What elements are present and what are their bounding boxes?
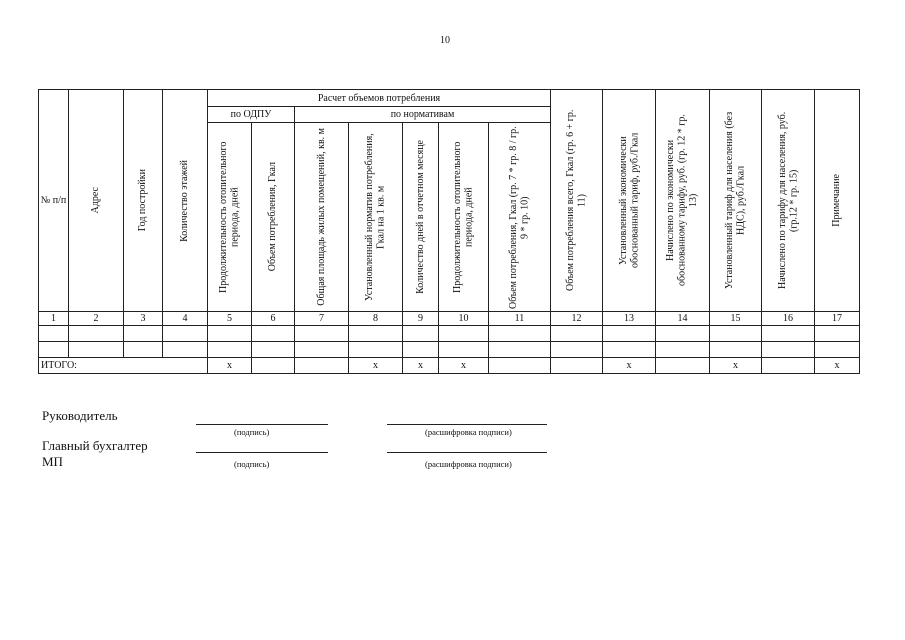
head-signature-line — [196, 424, 328, 425]
header-norm-group: по нормативам — [295, 107, 551, 123]
accountant-label: Главный бухгалтер — [42, 438, 148, 453]
header-c10: Продолжительность отопительного периода, дней — [439, 123, 489, 312]
header-year: Год постройки — [124, 90, 163, 312]
header-c6: Объем потребления, Гкал — [252, 123, 295, 312]
head-signature-caption: (подпись) — [234, 427, 270, 437]
header-c5: Продолжительность отопительного периода, дней — [208, 123, 252, 312]
head-decode-caption: (расшифровка подписи) — [425, 427, 512, 437]
col-number: 14 — [656, 312, 710, 326]
accountant-signature-line — [196, 452, 328, 453]
total-c5: х — [208, 358, 252, 374]
col-number: 12 — [551, 312, 603, 326]
head-label: Руководитель — [42, 408, 118, 423]
col-number: 3 — [124, 312, 163, 326]
col-number: 9 — [403, 312, 439, 326]
col-number: 10 — [439, 312, 489, 326]
accountant-decode-caption: (расшифровка подписи) — [425, 459, 512, 469]
total-c9: х — [403, 358, 439, 374]
header-c9: Количество дней в отчетном месяце — [403, 123, 439, 312]
total-c10: х — [439, 358, 489, 374]
header-odpu-group: по ОДПУ — [208, 107, 295, 123]
header-c12: Объем потребления всего, Гкал (гр. 6 + гр. 11) — [551, 90, 603, 312]
page-number: 10 — [440, 35, 450, 46]
header-c15: Установленный тариф для населения (без НДС), руб./Гкал — [710, 90, 762, 312]
total-row — [39, 358, 860, 374]
col-number: 5 — [208, 312, 252, 326]
header-c17: Примечание — [815, 90, 860, 312]
accountant-decode-line — [387, 452, 547, 453]
col-number: 4 — [163, 312, 208, 326]
col-number: 7 — [295, 312, 349, 326]
col-number: 2 — [69, 312, 124, 326]
col-number: 1 — [39, 312, 69, 326]
header-c8: Установленный норматив потребления, Гкал на 1 кв. м — [349, 123, 403, 312]
total-c13: х — [603, 358, 656, 374]
col-number: 6 — [252, 312, 295, 326]
table-row — [39, 326, 860, 342]
accountant-signature-caption: (подпись) — [234, 459, 270, 469]
col-number: 16 — [762, 312, 815, 326]
total-c15: х — [710, 358, 762, 374]
col-number: 11 — [489, 312, 551, 326]
header-calc-group: Расчет объемов потребления — [208, 90, 551, 107]
header-floors: Количество этажей — [163, 90, 208, 312]
header-address: Адрес — [69, 90, 124, 312]
header-c7: Общая площадь жилых помещений, кв. м — [295, 123, 349, 312]
total-label: ИТОГО: — [39, 358, 208, 374]
total-c17: х — [815, 358, 860, 374]
header-c14: Начислено по экономически обоснованному тарифу, руб. (гр. 12 * гр. 13) — [656, 90, 710, 312]
table-row — [39, 342, 860, 358]
header-c16: Начислено по тарифу для населения, руб. (гр.12 * гр. 15) — [762, 90, 815, 312]
header-c11: Объем потребления, Гкал (гр. 7 * гр. 8 / гр. 9 * гр. 10) — [489, 123, 551, 312]
col-number: 8 — [349, 312, 403, 326]
col-number: 17 — [815, 312, 860, 326]
total-c8: х — [349, 358, 403, 374]
col-number: 13 — [603, 312, 656, 326]
stamp-label: МП — [42, 454, 63, 469]
column-numbers-row — [39, 312, 860, 326]
header-num: № п/п — [39, 90, 69, 312]
head-decode-line — [387, 424, 547, 425]
header-c13: Установленный экономически обоснованный тариф, руб./Гкал — [603, 90, 656, 312]
col-number: 15 — [710, 312, 762, 326]
consumption-table — [38, 89, 860, 374]
